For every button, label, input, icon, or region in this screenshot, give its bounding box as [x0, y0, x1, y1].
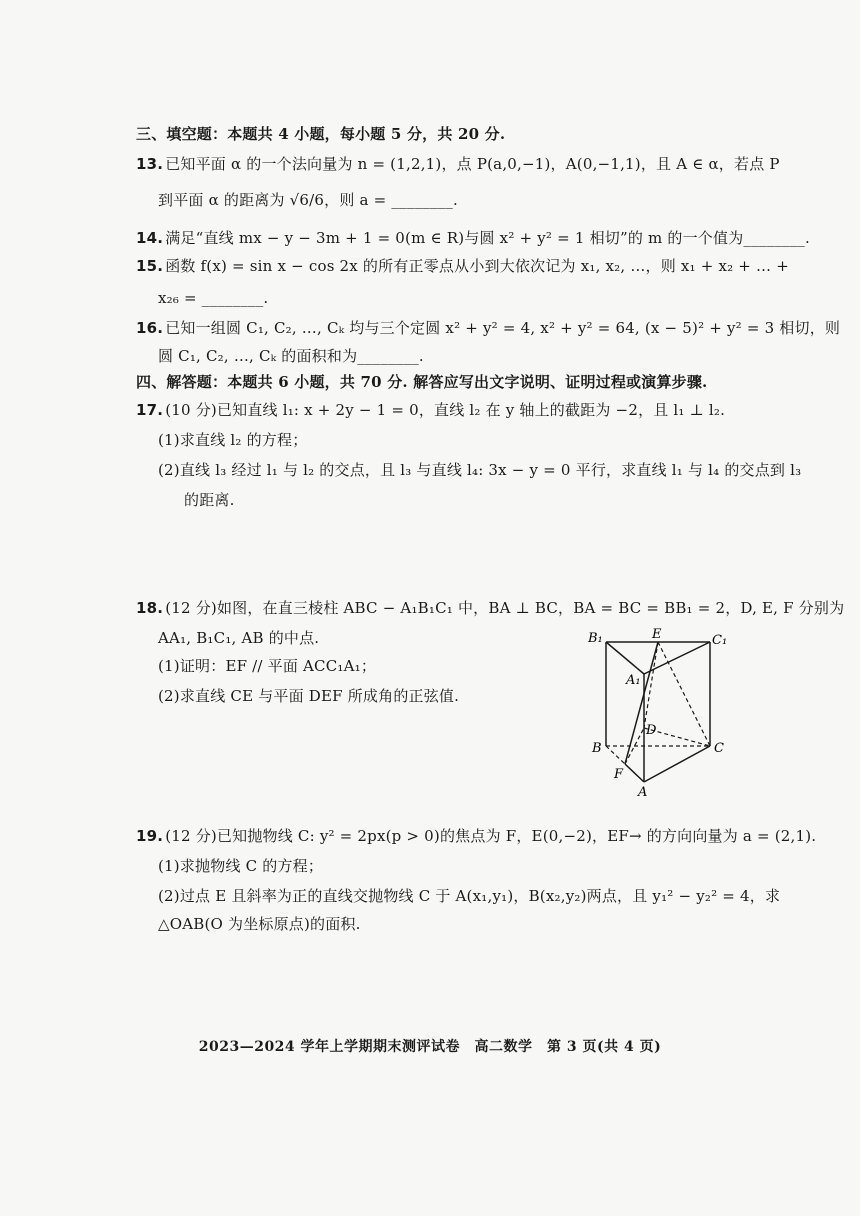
question-19-line-3: (2)过点 E 且斜率为正的直线交抛物线 C 于 A(x₁,y₁)，B(x₂,y₂)两点，且 y₁² − y₂² = 4，求 [158, 887, 781, 905]
question-19-line-2: (1)求抛物线 C 的方程； [158, 857, 324, 875]
question-13-line-2: 到平面 α 的距离为 √6/6，则 a = ________. [158, 191, 458, 209]
question-17-line-4: 的距离. [184, 491, 235, 509]
page-footer: 2023—2024 学年上学期期末测评试卷 高二数学 第 3 页(共 4 页) [198, 1039, 662, 1055]
label-B: B [592, 741, 602, 756]
label-B1: B₁ [588, 631, 603, 646]
question-19-line-4: △OAB(O 为坐标原点)的面积. [158, 915, 361, 933]
question-14-text-1: 满足“直线 mx − y − 3m + 1 = 0(m ∈ R)与圆 x² + y² = 1 相切”的 m 的一个值为________. [165, 229, 810, 247]
question-17-text-1: (10 分)已知直线 l₁: x + 2y − 1 = 0，直线 l₂ 在 y 轴上的截距为 −2，且 l₁ ⊥ l₂. [165, 401, 726, 419]
question-17-line-3: (2)直线 l₃ 经过 l₁ 与 l₂ 的交点，且 l₃ 与直线 l₄: 3x − y = 0 平行，求直线 l₁ 与 l₄ 的交点到 l₃ [158, 461, 802, 479]
label-C1: C₁ [712, 633, 728, 648]
question-17-line-2: (1)求直线 l₂ 的方程； [158, 431, 308, 449]
question-18-number: 18. [136, 599, 164, 617]
label-D: D [646, 723, 657, 738]
question-19-line-1 [136, 826, 816, 846]
question-14-number: 14. [136, 229, 164, 247]
question-15-text-1: 函数 f(x) = sin x − cos 2x 的所有正零点从小到大依次记为 x₁, x₂, …，则 x₁ + x₂ + … + [165, 257, 789, 275]
section-4-heading: 四、解答题：本题共 6 小题，共 70 分. 解答应写出文字说明、证明过程或演算步骤. [136, 373, 708, 391]
question-18-text-1: (12 分)如图，在直三棱柱 ABC − A₁B₁C₁ 中，BA ⊥ BC，BA = BC = BB₁ = 2，D, E, F 分别为 [165, 599, 845, 617]
question-18-line-1 [136, 598, 844, 618]
label-F: F [614, 767, 624, 782]
question-18-line-2: AA₁, B₁C₁, AB 的中点. [158, 629, 320, 647]
question-16-line-2: 圆 C₁, C₂, …, Cₖ 的面积和为________. [158, 347, 424, 365]
question-15-number: 15. [136, 257, 164, 275]
question-15-line-1 [136, 256, 789, 276]
label-C: C [714, 741, 724, 756]
prism-figure [580, 622, 730, 800]
question-13-number: 13. [136, 155, 164, 173]
question-17-number: 17. [136, 401, 164, 419]
label-E: E [652, 627, 662, 642]
question-18-line-4: (2)求直线 CE 与平面 DEF 所成角的正弦值. [158, 687, 460, 705]
question-15-line-2: x₂₆ = ________. [158, 289, 269, 307]
question-17-line-1 [136, 400, 725, 420]
question-16-number: 16. [136, 319, 164, 337]
question-13-text-1: 已知平面 α 的一个法向量为 n = (1,2,1)，点 P(a,0,−1)，A(0,−1,1)，且 A ∈ α，若点 P [165, 155, 780, 173]
question-19-text-1: (12 分)已知抛物线 C: y² = 2px(p > 0)的焦点为 F，E(0,−2)，EF→ 的方向向量为 a = (2,1). [165, 827, 817, 845]
question-13-line-1 [136, 154, 780, 174]
question-18-line-3: (1)证明：EF // 平面 ACC₁A₁； [158, 657, 377, 675]
question-16-line-1 [136, 318, 840, 338]
section-3-heading: 三、填空题：本题共 4 小题，每小题 5 分，共 20 分. [136, 125, 506, 143]
question-19-number: 19. [136, 827, 164, 845]
question-14-line-1 [136, 228, 810, 248]
question-16-text-1: 已知一组圆 C₁, C₂, …, Cₖ 均与三个定圆 x² + y² = 4, x² + y² = 64, (x − 5)² + y² = 3 相切，则 [165, 319, 841, 337]
label-A: A [638, 785, 648, 800]
label-A1: A₁ [626, 673, 641, 688]
